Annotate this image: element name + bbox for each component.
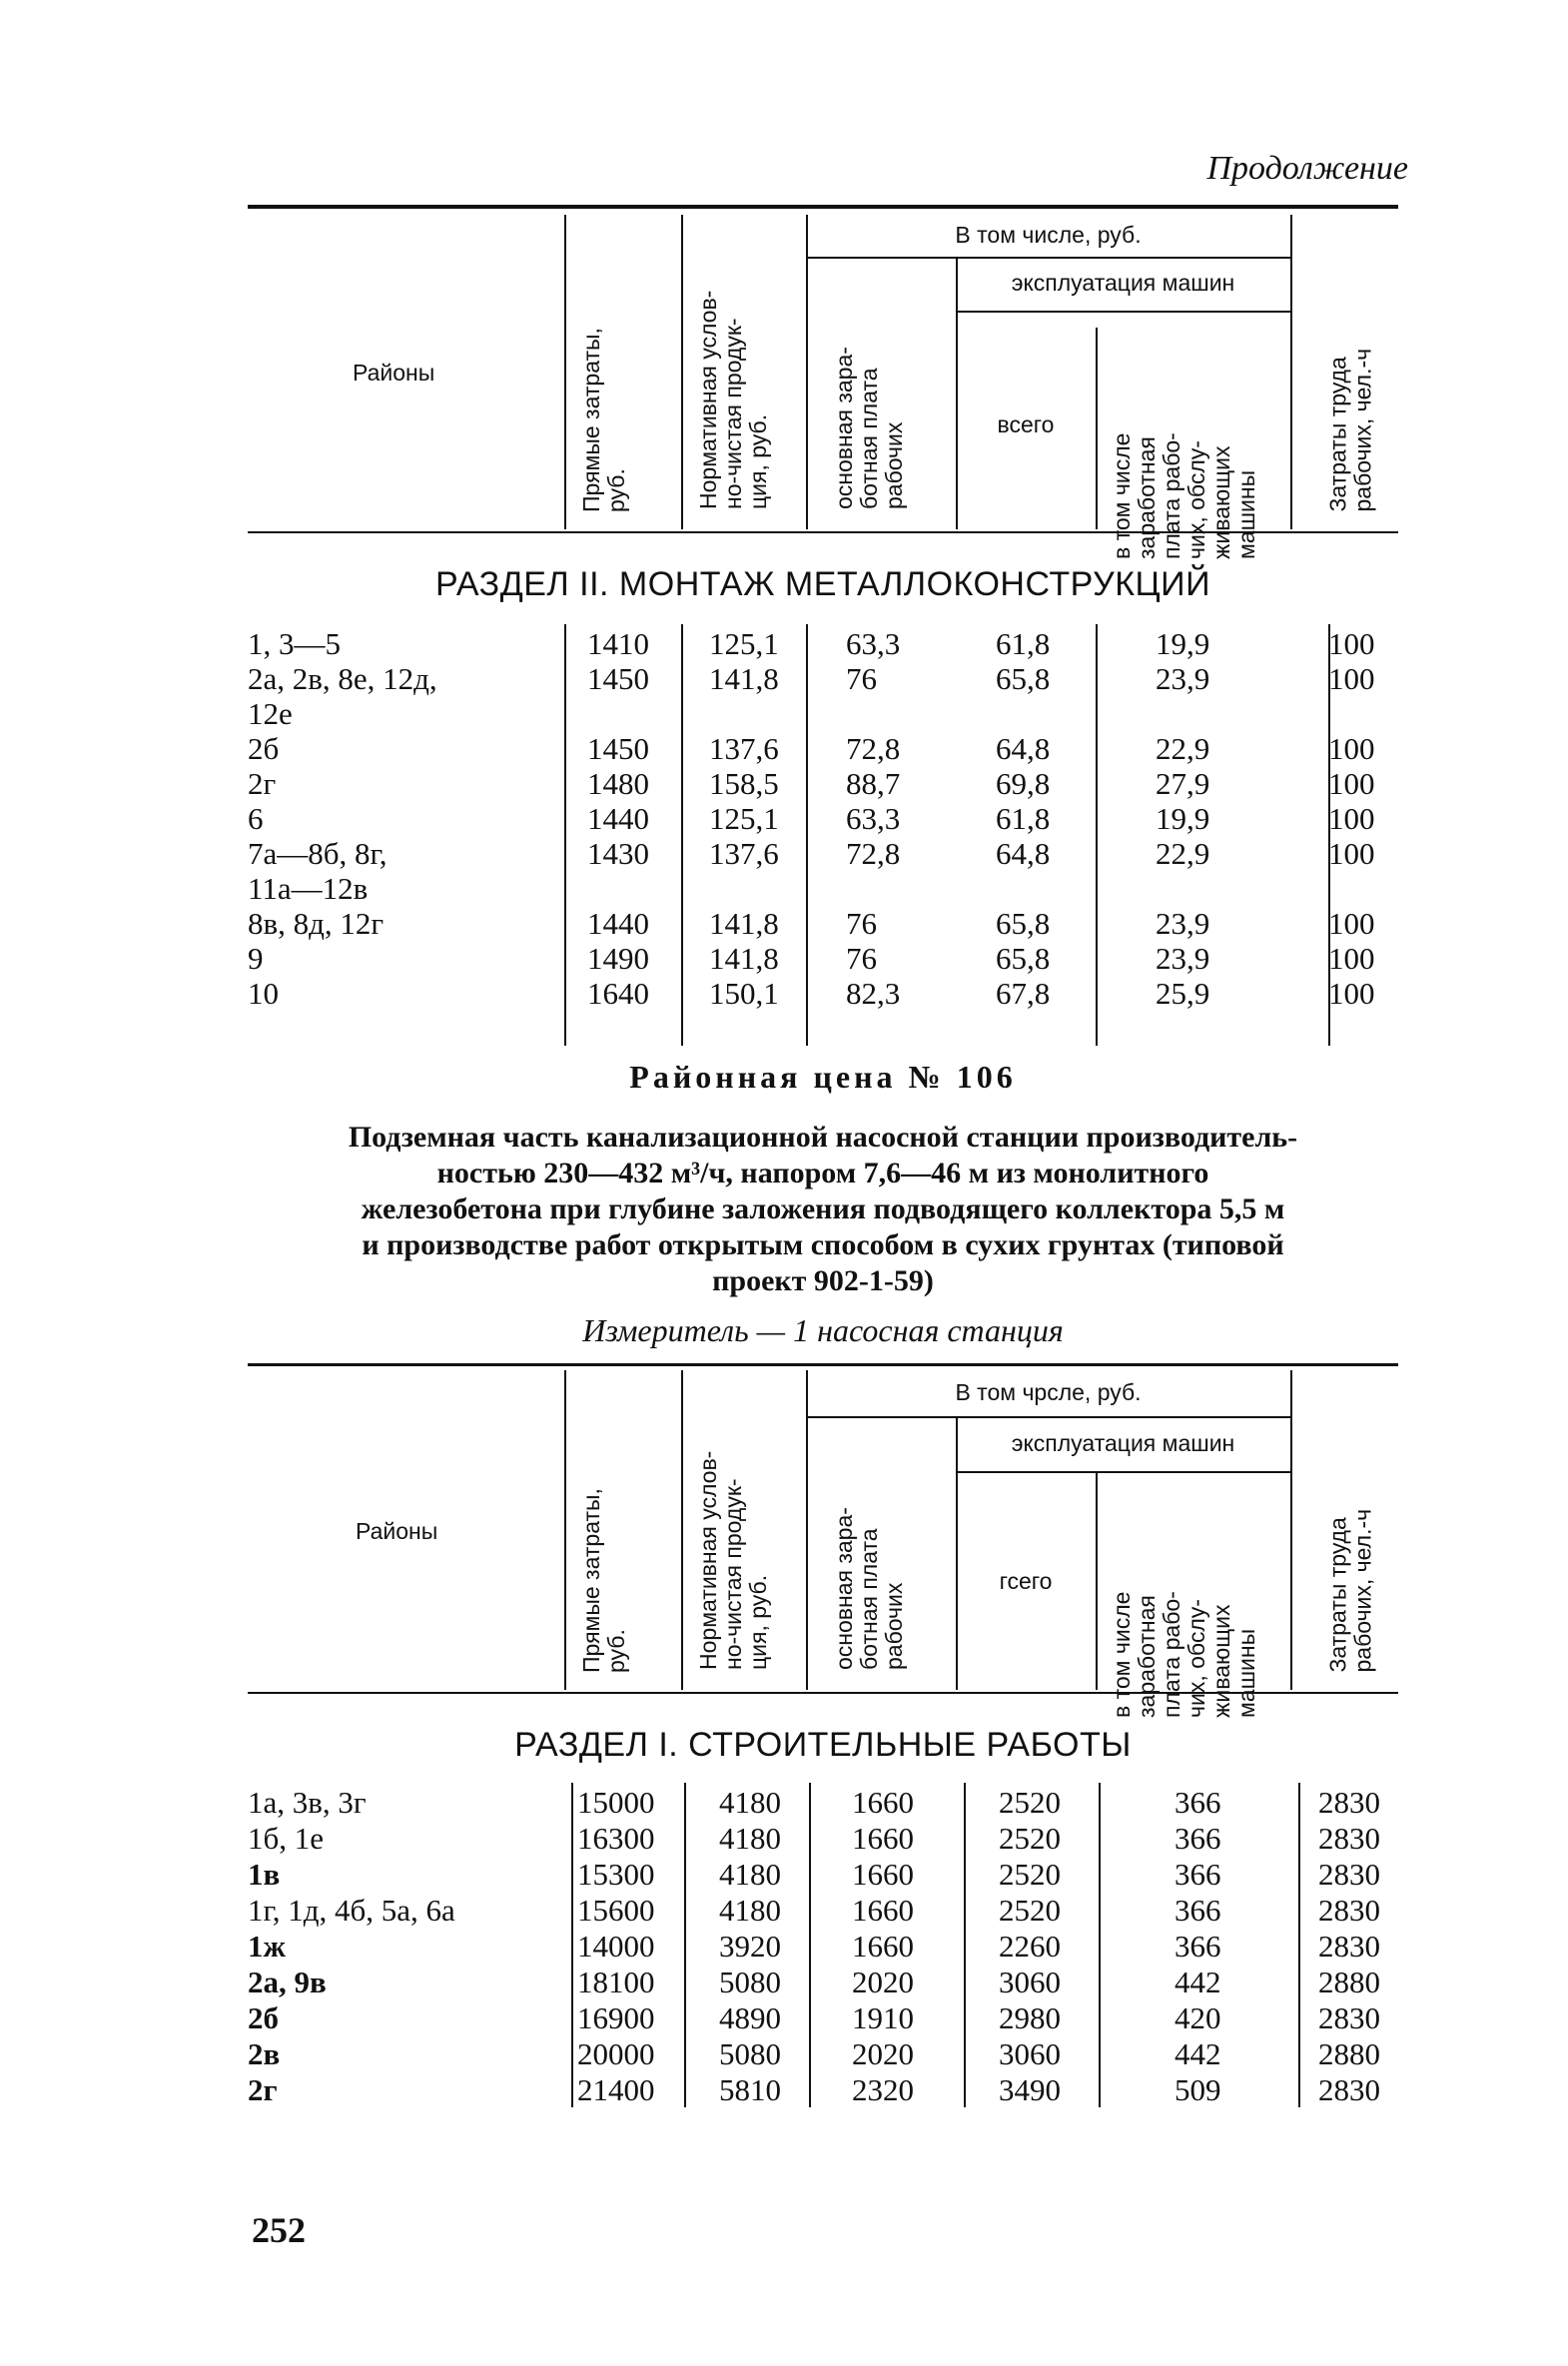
cell-machine-wage: 366 (1175, 1929, 1221, 1964)
cell-wage: 2320 (852, 2072, 914, 2107)
cell-wage: 1660 (852, 1929, 914, 1964)
cell-machine-wage: 23,9 (1156, 941, 1210, 976)
cell-labor: 2880 (1318, 1965, 1380, 1999)
cell-wage: 2020 (852, 2036, 914, 2071)
cell-labor: 2830 (1318, 2072, 1380, 2107)
cell-normative: 141,8 (709, 906, 779, 941)
cell-machine-wage: 25,9 (1156, 976, 1210, 1011)
cell-normative: 137,6 (709, 836, 779, 871)
row-district: 2а, 9в (248, 1965, 327, 1999)
table-row (248, 2000, 1398, 2035)
cell-labor: 2830 (1318, 1785, 1380, 1820)
row-district: 2г (248, 2072, 278, 2107)
cell-normative: 5080 (719, 1965, 781, 1999)
cell-normative: 125,1 (709, 626, 779, 661)
table-row (248, 976, 1398, 1011)
row-district: 1г, 1д, 4б, 5а, 6а (248, 1893, 455, 1928)
cell-normative: 4180 (719, 1821, 781, 1856)
cell-wage: 76 (846, 906, 877, 941)
cell-direct: 1480 (587, 766, 649, 801)
header-machines: эксплуатация машин (1011, 270, 1235, 296)
cell-direct: 1430 (587, 836, 649, 871)
cell-labor: 100 (1328, 836, 1375, 871)
cell-machine-wage: 420 (1175, 2000, 1221, 2035)
cell-wage: 76 (846, 941, 877, 976)
row-district: 1а, 3в, 3г (248, 1785, 367, 1820)
cell-machines: 2520 (999, 1785, 1061, 1820)
cell-normative: 3920 (719, 1929, 781, 1964)
table-row (248, 1893, 1398, 1928)
header2-normative: Нормативная услов- но-чистая продук- ция, руб. (695, 1450, 771, 1670)
table-row (248, 801, 1398, 836)
cell-wage: 72,8 (846, 836, 901, 871)
cell-machine-wage: 509 (1175, 2072, 1221, 2107)
cell-wage: 76 (846, 661, 877, 696)
cell-direct: 1440 (587, 906, 649, 941)
cell-machines: 3060 (999, 1965, 1061, 1999)
header-labor: Затраты труда рабочих, чел.-ч (1324, 348, 1376, 512)
header2-machine-wage: в том числе заработная плата рабо- чих, обслу- живающих машины (1109, 1591, 1259, 1718)
cell-direct: 15000 (577, 1785, 655, 1820)
cell-direct: 1440 (587, 801, 649, 836)
row-district: 1, 3—5 (248, 626, 341, 661)
cell-normative: 5810 (719, 2072, 781, 2107)
row-district: 1б, 1е (248, 1821, 325, 1856)
table-row (248, 941, 1398, 976)
cell-machines: 2520 (999, 1821, 1061, 1856)
price-title: Районная цена № 106 (629, 1059, 1017, 1095)
cell-machine-wage: 19,9 (1156, 626, 1210, 661)
cell-machine-wage: 23,9 (1156, 661, 1210, 696)
table-row (248, 1965, 1398, 1999)
cell-machines: 61,8 (996, 801, 1051, 836)
cell-machine-wage: 22,9 (1156, 836, 1210, 871)
desc-line-1: Подземная часть канализационной насосной станции производитель- (348, 1121, 1298, 1154)
cell-direct: 15600 (577, 1893, 655, 1928)
cell-machines: 65,8 (996, 661, 1051, 696)
cell-machines: 61,8 (996, 626, 1051, 661)
cell-machine-wage: 442 (1175, 2036, 1221, 2071)
row-district: 2г (248, 766, 277, 801)
row-district: 6 (248, 801, 264, 836)
header2-base-wage: основная зара- ботная плата рабочих (831, 1507, 907, 1670)
header-direct-costs: Прямые затраты, руб. (578, 328, 629, 512)
table-row (248, 2036, 1398, 2071)
header-including: В том числе, руб. (955, 222, 1142, 248)
cell-direct: 14000 (577, 1929, 655, 1964)
header2-machines: эксплуатация машин (1011, 1430, 1235, 1456)
cell-machines: 3490 (999, 2072, 1061, 2107)
cell-machine-wage: 442 (1175, 1965, 1221, 1999)
cell-machine-wage: 366 (1175, 1857, 1221, 1892)
cell-normative: 125,1 (709, 801, 779, 836)
row-district: 7а—8б, 8г, (248, 836, 388, 871)
cell-normative: 4890 (719, 2000, 781, 2035)
header2-labor: Затраты труда рабочих, чел.-ч (1324, 1508, 1376, 1673)
continuation-label: Продолжение (1206, 150, 1408, 187)
cell-wage: 1910 (852, 2000, 914, 2035)
row-district: 2а, 2в, 8е, 12д, (248, 661, 437, 696)
page-number: 252 (252, 2210, 306, 2250)
cell-machines: 2520 (999, 1857, 1061, 1892)
row-district: 2б (248, 731, 280, 766)
cell-normative: 4180 (719, 1893, 781, 1928)
cell-labor: 2880 (1318, 2036, 1380, 2071)
cell-labor: 2830 (1318, 1893, 1380, 1928)
cell-machines: 2260 (999, 1929, 1061, 1964)
cell-normative: 141,8 (709, 941, 779, 976)
cell-direct: 16900 (577, 2000, 655, 2035)
cell-labor: 100 (1328, 731, 1375, 766)
cell-wage: 63,3 (846, 626, 901, 661)
table-row (248, 836, 1398, 871)
header2-total: гсего (999, 1568, 1053, 1594)
row-district: 8в, 8д, 12г (248, 906, 385, 941)
cell-wage: 63,3 (846, 801, 901, 836)
cell-machine-wage: 366 (1175, 1785, 1221, 1820)
cell-machines: 2520 (999, 1893, 1061, 1928)
cell-direct: 18100 (577, 1965, 655, 1999)
cell-labor: 100 (1328, 766, 1375, 801)
row-district: 2в (248, 2036, 281, 2071)
cell-machines: 2980 (999, 2000, 1061, 2035)
cell-wage: 2020 (852, 1965, 914, 1999)
cell-direct: 21400 (577, 2072, 655, 2107)
cell-labor: 2830 (1318, 1929, 1380, 1964)
cell-machines: 67,8 (996, 976, 1051, 1011)
cell-normative: 141,8 (709, 661, 779, 696)
header2-direct-costs: Прямые затраты, руб. (578, 1488, 629, 1673)
cell-machines: 3060 (999, 2036, 1061, 2071)
table-row (248, 1821, 1398, 1856)
cell-wage: 1660 (852, 1893, 914, 1928)
cell-direct: 16300 (577, 1821, 655, 1856)
cell-machine-wage: 22,9 (1156, 731, 1210, 766)
cell-direct: 1640 (587, 976, 649, 1011)
row-district: 1в (248, 1857, 281, 1892)
cell-wage: 72,8 (846, 731, 901, 766)
desc-line-3: железобетона при глубине заложения подводящего коллектора 5,5 м (361, 1192, 1285, 1225)
cell-machine-wage: 366 (1175, 1893, 1221, 1928)
cell-labor: 100 (1328, 626, 1375, 661)
cell-machines: 65,8 (996, 906, 1051, 941)
row-district: 9 (248, 941, 264, 976)
header-districts: Районы (353, 360, 435, 386)
cell-direct: 1490 (587, 941, 649, 976)
table-row (248, 2072, 1398, 2107)
cell-labor: 100 (1328, 976, 1375, 1011)
cell-labor: 100 (1328, 906, 1375, 941)
cell-direct: 20000 (577, 2036, 655, 2071)
row-district: 2б (248, 2000, 279, 2035)
cell-wage: 82,3 (846, 976, 901, 1011)
cell-normative: 4180 (719, 1857, 781, 1892)
cell-wage: 1660 (852, 1857, 914, 1892)
cell-direct: 15300 (577, 1857, 655, 1892)
cell-direct: 1410 (587, 626, 649, 661)
table-row (248, 661, 1398, 696)
cell-machine-wage: 19,9 (1156, 801, 1210, 836)
cell-labor: 2830 (1318, 1857, 1380, 1892)
header-base-wage: основная зара- ботная плата рабочих (831, 347, 907, 509)
cell-labor: 100 (1328, 661, 1375, 696)
cell-machines: 64,8 (996, 836, 1051, 871)
header-machine-wage: в том числе заработная плата рабо- чих, обслу- живающих машины (1109, 432, 1259, 559)
table-row (248, 626, 1398, 661)
header2-districts: Районы (356, 1518, 438, 1544)
cell-wage: 88,7 (846, 766, 901, 801)
row-district: 12е (248, 696, 293, 731)
cell-direct: 1450 (587, 661, 649, 696)
header2-including: В том чрсле, руб. (955, 1379, 1142, 1405)
cell-machines: 64,8 (996, 731, 1051, 766)
row-district: 1ж (248, 1929, 286, 1964)
row-district: 11а—12в (248, 871, 369, 906)
cell-normative: 150,1 (709, 976, 779, 1011)
cell-normative: 158,5 (709, 766, 779, 801)
cell-labor: 2830 (1318, 2000, 1380, 2035)
desc-line-4: и производстве работ открытым способом в сухих грунтах (типовой (362, 1228, 1284, 1261)
table-row (248, 731, 1398, 766)
cell-normative: 137,6 (709, 731, 779, 766)
section1-title: РАЗДЕЛ I. СТРОИТЕЛЬНЫЕ РАБОТЫ (514, 1726, 1132, 1764)
header-total: всего (997, 411, 1055, 437)
desc-line-2: ностью 230—432 м³/ч, напором 7,6—46 м из монолитного (436, 1157, 1209, 1189)
table1-top-rule (248, 205, 1398, 209)
table-row (248, 696, 1398, 731)
table-row (248, 1857, 1398, 1892)
table2-top-rule (248, 1363, 1398, 1366)
cell-labor: 100 (1328, 941, 1375, 976)
cell-machines: 65,8 (996, 941, 1051, 976)
row-district: 10 (248, 976, 279, 1011)
table-row (248, 906, 1398, 941)
section2-title: РАЗДЕЛ II. МОНТАЖ МЕТАЛЛОКОНСТРУКЦИЙ (434, 565, 1211, 603)
table-row (248, 1785, 1398, 1820)
cell-machine-wage: 366 (1175, 1821, 1221, 1856)
cell-normative: 5080 (719, 2036, 781, 2071)
header-normative: Нормативная услов- но-чистая продук- ция, руб. (695, 290, 771, 509)
cell-machines: 69,8 (996, 766, 1051, 801)
table-row (248, 871, 1398, 906)
desc-line-5: проект 902-1-59) (712, 1264, 934, 1297)
cell-labor: 2830 (1318, 1821, 1380, 1856)
cell-labor: 100 (1328, 801, 1375, 836)
table-row (248, 766, 1398, 801)
cell-wage: 1660 (852, 1785, 914, 1820)
cell-machine-wage: 27,9 (1156, 766, 1210, 801)
table-row (248, 1929, 1398, 1964)
cell-normative: 4180 (719, 1785, 781, 1820)
meter-label: Измеритель — 1 насосная станция (582, 1312, 1064, 1348)
cell-wage: 1660 (852, 1821, 914, 1856)
cell-machine-wage: 23,9 (1156, 906, 1210, 941)
cell-direct: 1450 (587, 731, 649, 766)
